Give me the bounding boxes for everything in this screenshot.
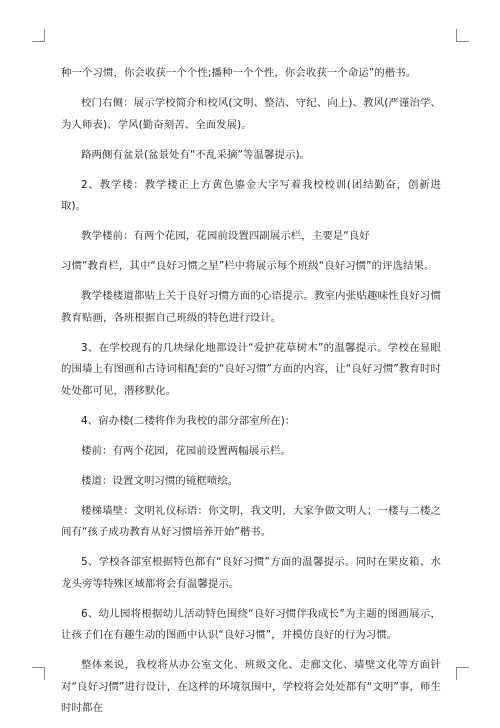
paragraph: 楼前：有两个花园，花园前设置两幅展示栏。 xyxy=(81,444,291,457)
paragraph: 楼道：设置文明习惯的镜框喷绘。 xyxy=(81,474,239,487)
paragraph: 种一个习惯，你会收获一个个性;播种一个个性，你会收获一个命运”的楷书。 xyxy=(61,67,417,79)
paragraph: 校门右侧：展示学校简介和校风(文明、整洁、守纪、向上)、教风(严谨治学、为人师表)、学风(勤奋刻苦、全面发展)。 xyxy=(61,97,441,131)
document-body xyxy=(61,63,441,728)
paragraph: 6、幼儿园将根据幼儿活动特色围绕“良好习惯伴我成长”为主题的图画展示，让孩子们在有趣生动的图画中认识“良好习惯”，并模仿良好的行为习惯。 xyxy=(61,607,441,641)
paragraph: 路两侧有盆景(盆景处有“不乱采摘”等温馨提示)。 xyxy=(81,148,311,161)
crop-mark-top-right xyxy=(456,29,469,42)
paragraph: 习惯”教育栏，其中“良好习惯之星”栏中将展示每个班级“良好习惯”的评选结果。 xyxy=(61,260,435,272)
paragraph: 教学楼前：有两个花园，花园前设置四副展示栏，主要是“良好 xyxy=(81,230,370,242)
crop-mark-bottom-left xyxy=(32,667,45,680)
crop-mark-bottom-right xyxy=(456,667,469,680)
paragraph: 2、教学楼：教学楼正上方黄色鎏金大字写着我校校训(团结勤奋，创新进取)。 xyxy=(61,178,441,212)
paragraph: 楼梯墙壁：文明礼仪标语：你文明，我文明，大家争做文明人；一楼与二楼之间有“孩子成功教育从好习惯培养开始”楷书。 xyxy=(61,504,441,538)
paragraph: 整体来说，我校将从办公室文化、班级文化、走廊文化、墙壁文化等方面针对“良好习惯”进行设计，在这样的环境氛围中，学校将会处处都有“文明”事，师生时时都在 xyxy=(61,659,441,714)
paragraph: 4、宿办楼(二楼将作为我校的部分部室所在)： xyxy=(81,414,296,427)
paragraph: 5、学校各部室根据特色都有“良好习惯”方面的温馨提示。同时在果皮箱、水龙头旁等特殊区域都将会有温馨提示。 xyxy=(61,556,441,590)
crop-mark-top-left xyxy=(32,29,45,42)
paragraph: 教学楼楼道都贴上关于良好习惯方面的心语提示。教室内张贴趣味性良好习惯教育贴画，各班根据自己班级的特色进行设计。 xyxy=(61,290,441,324)
paragraph: 3、在学校现有的几块绿化地都设计“爱护花草树木”的温馨提示。学校在显眼的围墙上有图画和古诗词相配套的“良好习惯”方面的内容，让“良好习惯”教育时时处处都可见，潜移默化。 xyxy=(61,341,441,397)
